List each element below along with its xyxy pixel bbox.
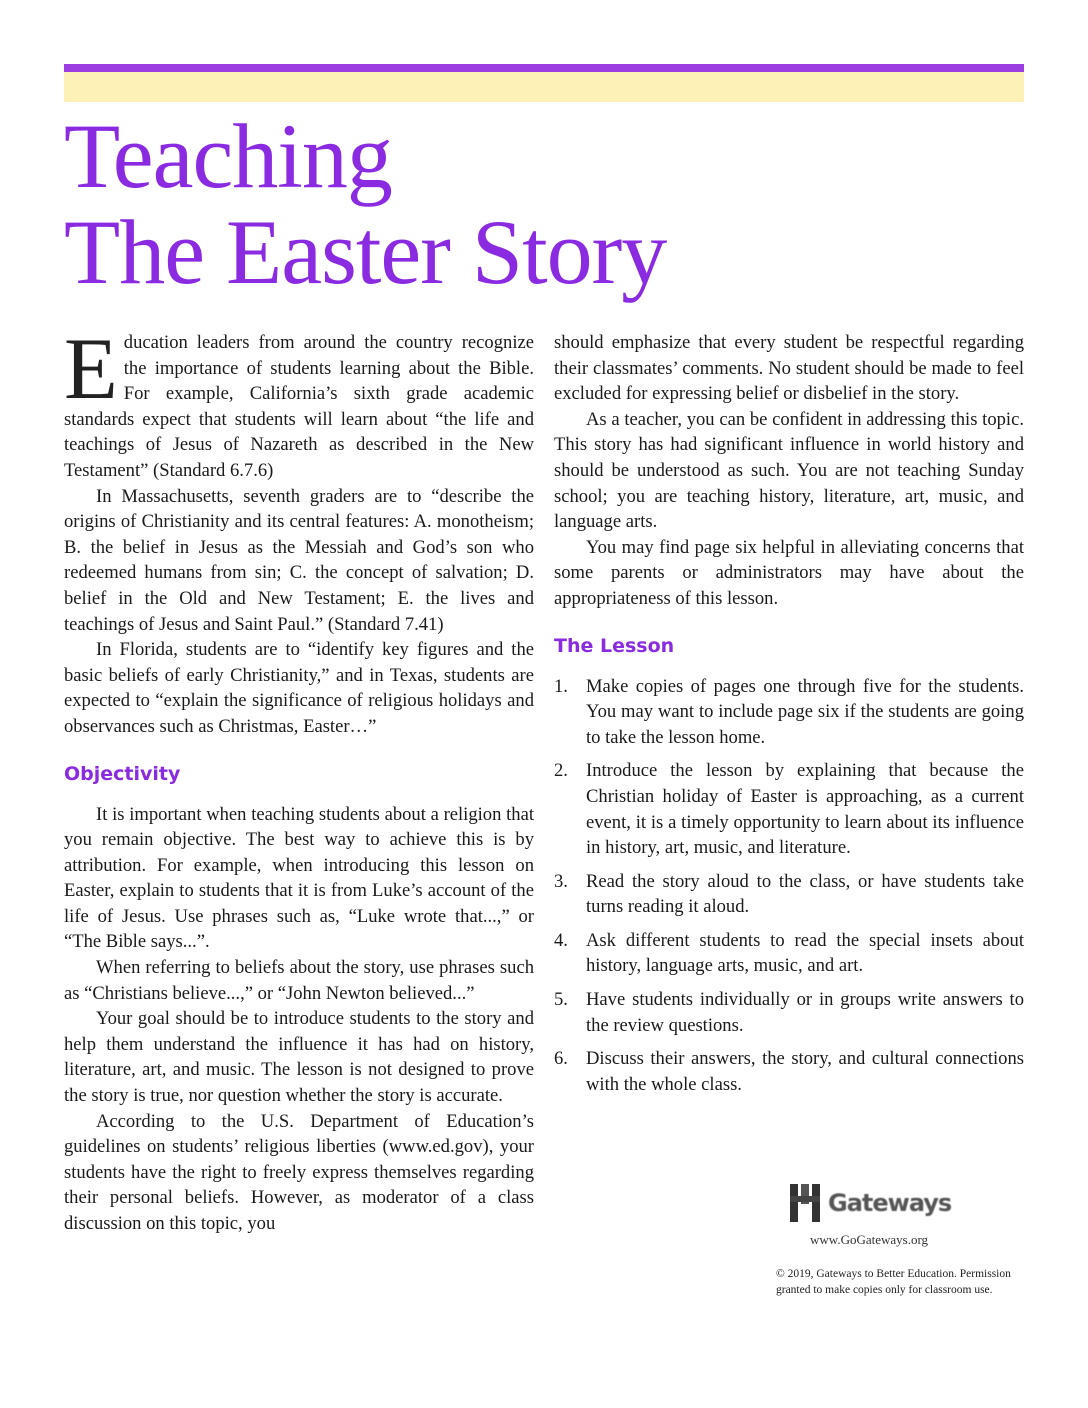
- florida-paragraph: In Florida, students are to “identify key figures and the basic beliefs of early Christianity,” and in Texas, students are expected to “explain the significance of religious holidays and observances such as Christmas, Easter…”: [64, 639, 534, 737]
- lesson-step: [554, 674, 1024, 751]
- step-number: 5.: [554, 989, 568, 1011]
- title-line-2: The Easter Story: [64, 201, 667, 303]
- step-text: Make copies of pages one through five for the students. You may want to include page six if the students are going to take the lesson home.: [586, 675, 1024, 748]
- continuation-paragraph: should emphasize that every student be respectful regarding their classmates’ comments. No student should be made to feel excluded for expressing belief or disbelief in the story.: [554, 332, 1024, 405]
- step-text: Have students individually or in groups write answers to the review questions.: [586, 989, 1024, 1036]
- lesson-steps-list: [554, 674, 1024, 1098]
- top-purple-stripe: [64, 64, 1024, 72]
- gateways-logo-icon: [788, 1182, 822, 1224]
- step-text: Ask different students to read the special insets about history, language arts, music, and art.: [586, 929, 1024, 977]
- lesson-step: [554, 987, 1024, 1038]
- objectivity-paragraph-2: When referring to beliefs about the story, use phrases such as “Christians believe...,” or “John Newton believed...”: [64, 957, 534, 1004]
- objectivity-paragraph-3: Your goal should be to introduce students to the story and help them understand the influence it has had on history, literature, art, and music. The lesson is not designed to prove the story is true, nor question whether the story is accurate.: [64, 1008, 534, 1107]
- step-number: 1.: [554, 675, 568, 697]
- step-text: Discuss their answers, the story, and cultural connections with the whole class.: [586, 1048, 1024, 1095]
- step-number: 3.: [554, 870, 568, 892]
- header-band: [64, 72, 1024, 102]
- title-line-1: Teaching: [64, 105, 392, 207]
- left-column: [64, 321, 534, 1237]
- lesson-step: [554, 869, 1024, 920]
- massachusetts-paragraph: In Massachusetts, seventh graders are to “describe the origins of Christianity and its central features: A. monotheism; B. the belief in Jesus as the Messiah and God’s son who redeemed humans from sin; C. the concept of salvation; D. belief in the Old and New Testament; E. the lives and teachings of Jesus and Saint Paul.” (Standard 7.41): [64, 485, 534, 635]
- page-title: [64, 105, 667, 303]
- lesson-step: [554, 1046, 1024, 1097]
- step-number: 6.: [554, 1048, 568, 1070]
- teacher-paragraph: As a teacher, you can be confident in addressing this topic. This story has had significant influence in world history and should be understood as such. You are not teaching Sunday school; you are teaching history, literature, art, music, and language arts.: [554, 408, 1024, 533]
- page-six-paragraph: You may find page six helpful in alleviating concerns that some parents or administrators may have about the appropriateness of this lesson.: [554, 536, 1024, 609]
- drop-cap: E: [64, 321, 118, 418]
- website-url[interactable]: www.GoGateways.org: [810, 1232, 929, 1247]
- lesson-step: [554, 758, 1024, 860]
- gateways-logo: [788, 1182, 1026, 1224]
- lesson-heading: The Lesson: [554, 634, 675, 657]
- footer-block: [776, 1182, 1026, 1298]
- intro-paragraph: [64, 321, 534, 484]
- copyright-notice: © 2019, Gateways to Better Education. Permission granted to make copies only for classroom use.: [776, 1268, 1011, 1296]
- step-text: Read the story aloud to the class, or have students take turns reading it aloud.: [586, 870, 1024, 918]
- step-number: 4.: [554, 929, 568, 951]
- intro-text: ducation leaders from around the country recognize the importance of students learning about the Bible. For example, California’s sixth grade academic standards expect that students will learn about “the life and teachings of Jesus of Nazareth as described in the New Testament” (Standard 6.7.6): [64, 332, 534, 481]
- logo-wordmark: Gateways: [828, 1189, 952, 1217]
- right-column: [554, 330, 1024, 1105]
- lesson-step: [554, 928, 1024, 979]
- objectivity-heading: Objectivity: [64, 762, 181, 785]
- objectivity-paragraph-4: According to the U.S. Department of Education’s guidelines on students’ religious liberties (www.ed.gov), your students have the right to freely express themselves regarding their personal beliefs. However, as moderator of a class discussion on this topic, you: [64, 1110, 534, 1234]
- objectivity-paragraph-1: It is important when teaching students about a religion that you remain objective. The best way to achieve this is by attribution. For example, when introducing this lesson on Easter, explain to students that it is from Luke’s account of the life of Jesus. Use phrases such as, “Luke wrote that...,” or “The Bible says...”.: [64, 803, 534, 953]
- step-text: Introduce the lesson by explaining that because the Christian holiday of Easter is approaching, as a current event, it is a timely opportunity to learn about its influence in history, art, music, and literature.: [586, 760, 1024, 859]
- step-number: 2.: [554, 760, 568, 782]
